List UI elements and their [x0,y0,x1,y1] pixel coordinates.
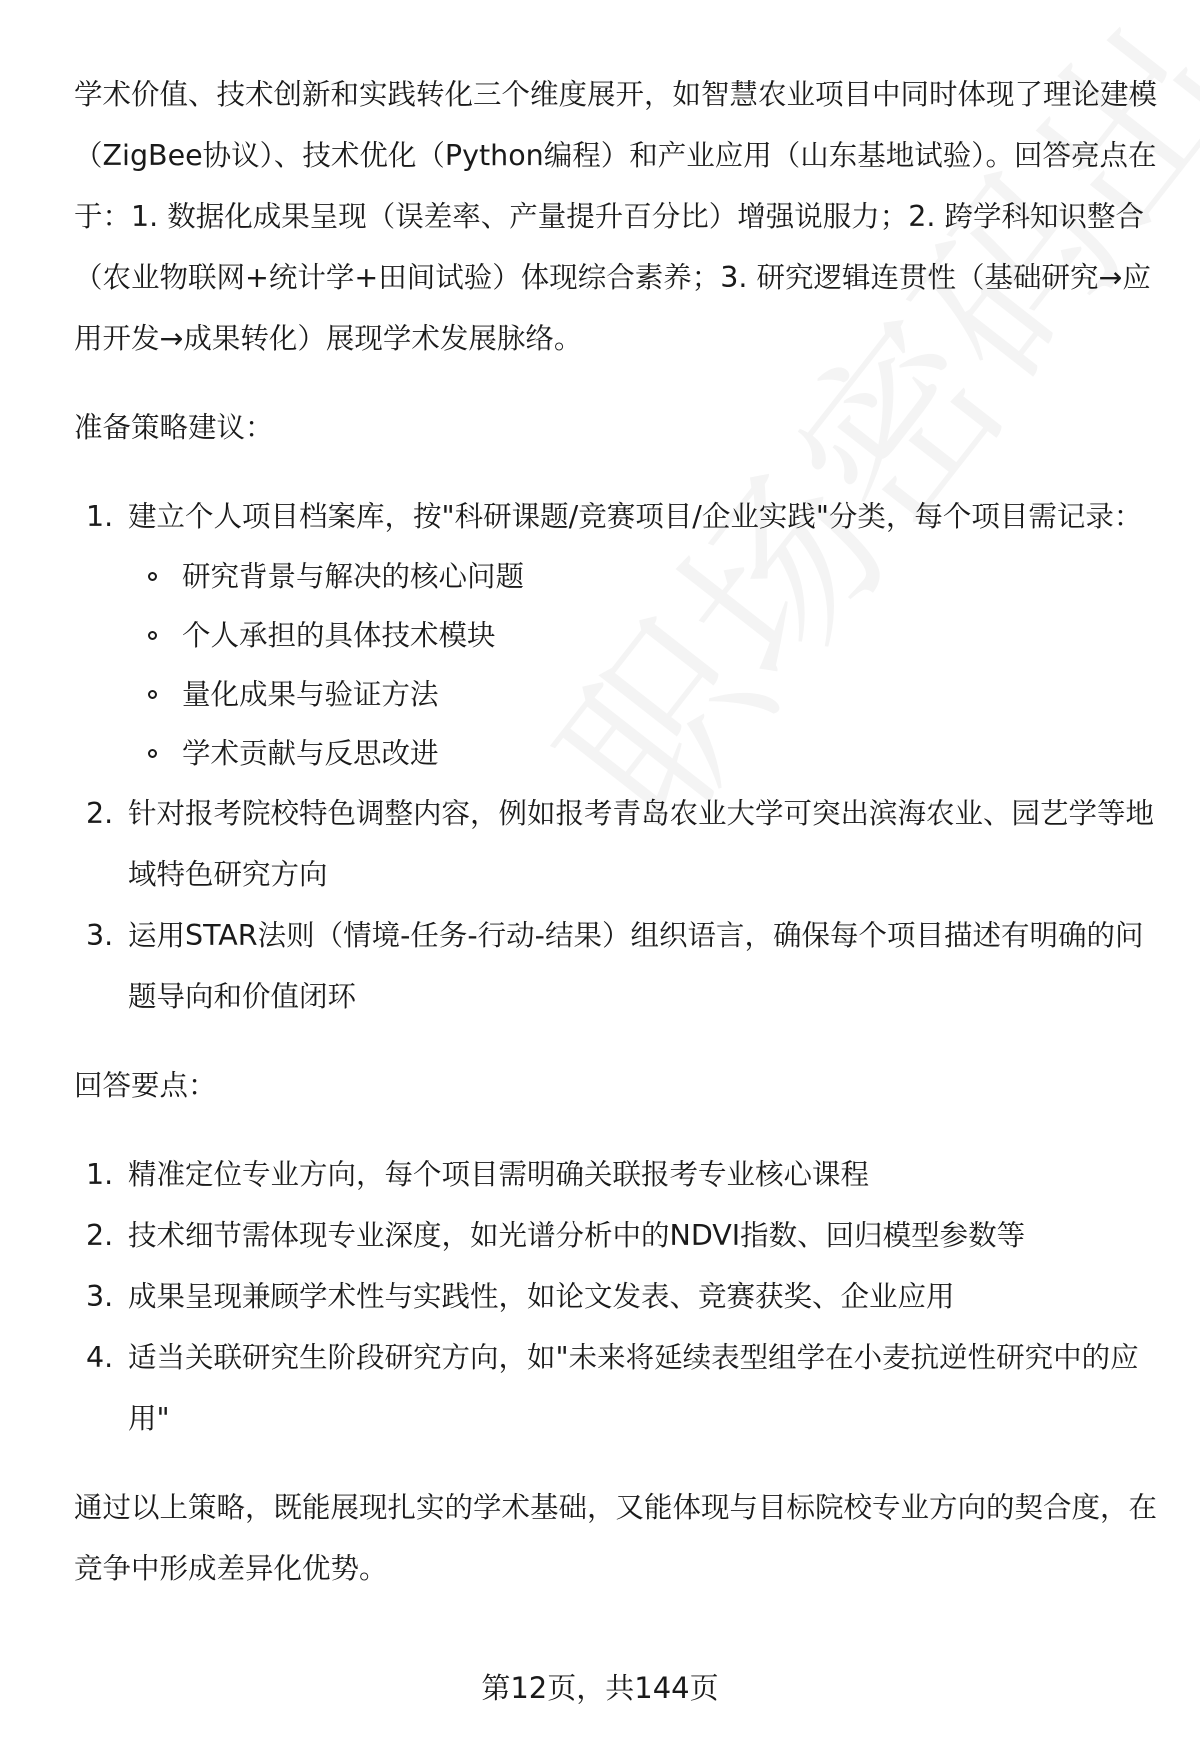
list-item-text: 运用STAR法则（情境-任务-行动-结果）组织语言，确保每个项目描述有明确的问题导向和价值闭环 [128,919,1144,1013]
list-item [74,1205,1160,1266]
sub-list-item [128,724,1160,783]
circle-bullet-icon [148,572,157,581]
document-body [74,64,1160,1599]
sub-list-item [128,606,1160,665]
list-item-text: 建立个人项目档案库，按"科研课题/竞赛项目/企业实践"分类，每个项目需记录： [128,500,1143,533]
list-item-text: 技术细节需体现专业深度，如光谱分析中的NDVI指数、回归模型参数等 [128,1219,1026,1252]
list-number: 3. [86,1280,114,1313]
sub-item-text: 量化成果与验证方法 [182,678,439,711]
prep-heading: 准备策略建议： [74,411,274,444]
list-number: 1. [86,1158,114,1191]
list-number: 3. [86,919,114,952]
conclusion-paragraph: 通过以上策略，既能展现扎实的学术基础，又能体现与目标院校专业方向的契合度，在竞争中形成差异化优势。 [74,1491,1158,1585]
intro-paragraph: 学术价值、技术创新和实践转化三个维度展开，如智慧农业项目中同时体现了理论建模（ZigBee协议）、技术优化（Python编程）和产业应用（山东基地试验）。回答亮点在于：1. 数据化成果呈现（误差率、产量提升百分比）增强说服力；2. 跨学科知识整合（农业物联网+统计学+田间试验）体现综合素养；3. 研究逻辑连贯性（基础研究→应用开发→成果转化）展现学术发展脉络。 [74,78,1158,355]
keypoints-heading: 回答要点： [74,1069,217,1102]
list-item [74,1327,1160,1449]
list-number: 1. [86,500,114,533]
list-item [74,1266,1160,1327]
list-number: 4. [86,1341,114,1374]
prep-list [74,486,1160,1027]
sub-item-text: 研究背景与解决的核心问题 [182,560,525,593]
sub-item-text: 个人承担的具体技术模块 [182,619,496,652]
list-item-text: 适当关联研究生阶段研究方向，如"未来将延续表型组学在小麦抗逆性研究中的应用" [128,1341,1139,1435]
list-item [74,1144,1160,1205]
circle-bullet-icon [148,749,157,758]
sub-list-item [128,547,1160,606]
list-item-text: 精准定位专业方向，每个项目需明确关联报考专业核心课程 [128,1158,870,1191]
page-number-footer: 第12页，共144页 [481,1671,719,1705]
list-item [74,905,1160,1027]
sub-item-text: 学术贡献与反思改进 [182,737,439,770]
keypoints-list [74,1144,1160,1449]
list-item [74,486,1160,783]
list-item-text: 针对报考院校特色调整内容，例如报考青岛农业大学可突出滨海农业、园艺学等地域特色研究方向 [128,797,1155,891]
list-item [74,783,1160,905]
list-number: 2. [86,797,114,830]
circle-bullet-icon [148,690,157,699]
list-item-text: 成果呈现兼顾学术性与实践性，如论文发表、竞赛获奖、企业应用 [128,1280,955,1313]
sub-list-item [128,665,1160,724]
list-number: 2. [86,1219,114,1252]
sub-list [128,547,1160,783]
circle-bullet-icon [148,631,157,640]
